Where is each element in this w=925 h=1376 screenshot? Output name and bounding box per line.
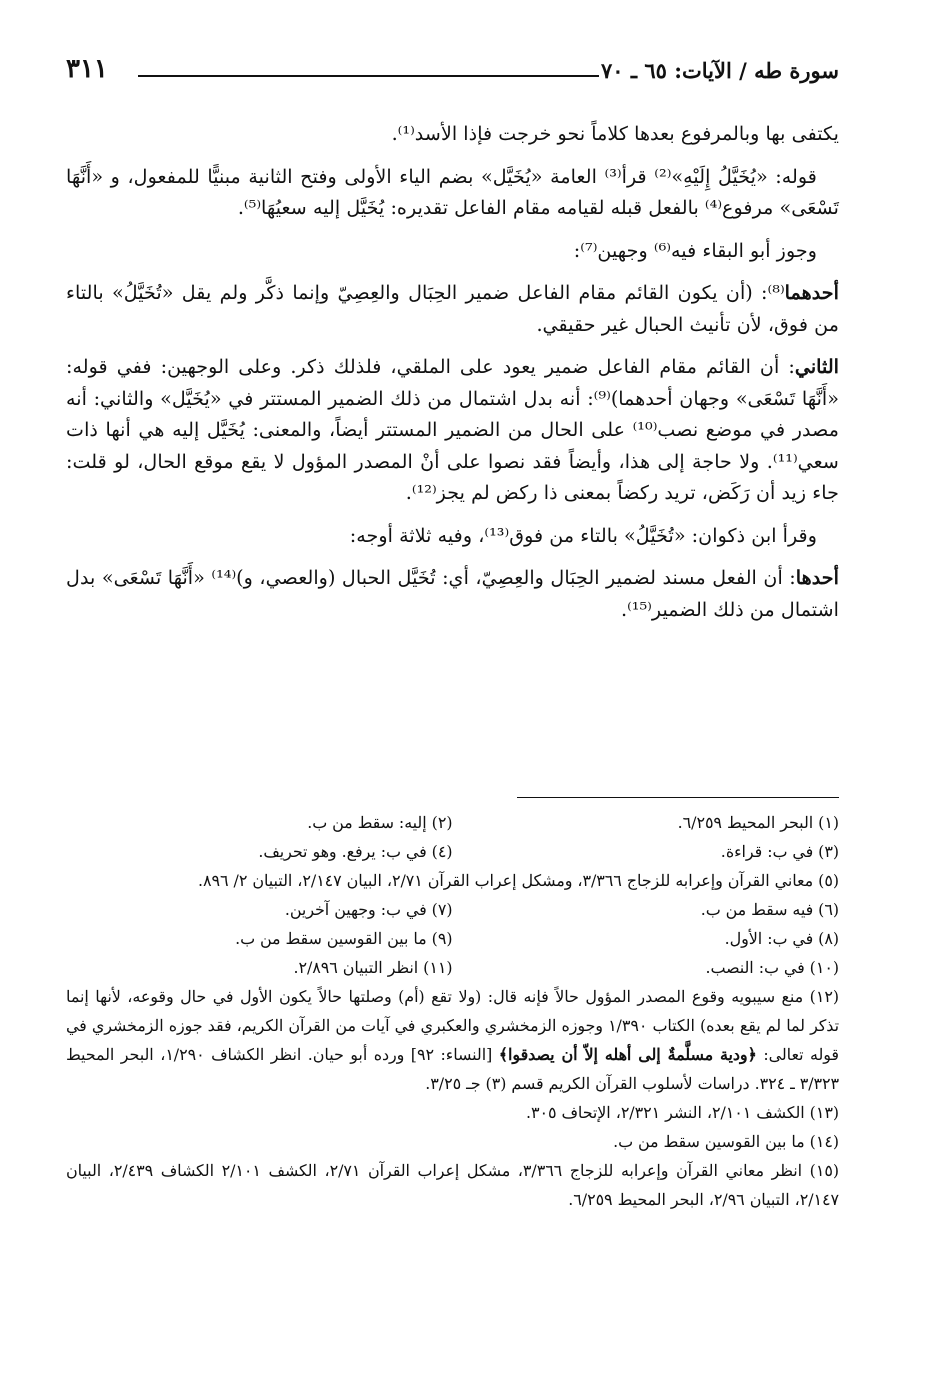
footnote-6: (٦) فيه سقط من ب. (700, 900, 839, 919)
footnote-2: (٢) إليه: سقط من ب. (307, 813, 453, 832)
paragraph-6: وقرأ ابن ذكوان: «تُخَيَّلُ» بالتاء من فوق⁽¹³⁾، وفيه ثلاثة أوجه: (349, 523, 817, 547)
footnote-rule (517, 797, 839, 798)
paragraph-5 (66, 351, 839, 509)
footnote-row (66, 953, 839, 982)
footnote-5: (٥) معاني القرآن وإعرابه للزجاج ٣/٣٦٦، ومشكل إعراب القرآن ٢/٧١، البيان ٢/١٤٧، التبيان ٢/ ٨٩٦. (197, 871, 839, 890)
footnote-row (66, 895, 839, 924)
paragraph-2: قوله: «يُخَيَّلُ إِلَيْهِ»⁽²⁾ قرأ⁽³⁾ العامة «يُخَيَّل» بضم الياء الأولى وفتح الثانية مبنيًّا للمفعول، و «أَنَّهَا تَسْعَى» مرفوع⁽⁴⁾ بالفعل قبله لقيامه مقام الفاعل تقديره: يُخَيَّل إليه سعيُهَا⁽⁵⁾. (66, 164, 839, 219)
paragraph-7-label: أحدها (795, 566, 839, 589)
footnote-8: (٨) في ب: الأول. (724, 929, 839, 948)
page-number: ٣١١ (66, 54, 108, 84)
footnote-12-quote: ﴿ودية مسلَّمةٌ إلى أهله إلاّ أن يصدقوا﴾ (498, 1045, 757, 1064)
footnote-11: (١١) انظر التبيان ٢/٨٩٦. (293, 958, 453, 977)
paragraph-4-label: أحدهما (784, 281, 839, 304)
paragraph-7 (66, 562, 839, 625)
running-header (66, 54, 839, 94)
footnotes (66, 808, 839, 1214)
paragraph-4-text: ⁽⁸⁾: (أن يكون القائم مقام الفاعل ضمير الحِبَال والعِصِيّ وإنما ذكَّر ولم يقل «تُخَيَّلُ» بالتاء من فوق، لأن تأنيث الحبال غير حقيقي. (66, 281, 839, 336)
paragraph-1: يكتفى بها وبالمرفوع بعدها كلاماً نحو خرجت فإذا الأسد⁽¹⁾. (391, 122, 839, 145)
footnote-10: (١٠) في ب: النصب. (705, 958, 839, 977)
footnote-7: (٧) في ب: وجهين آخرين. (284, 900, 453, 919)
paragraph-4 (66, 277, 839, 340)
footnote-14: (١٤) ما بين القوسين سقط من ب. (613, 1132, 839, 1151)
footnote-15: (١٥) انظر معاني القرآن وإعرابه للزجاج ٣/٣٦٦، مشكل إعراب القرآن ٢/٧١، الكشف ٢/١٠١ الكشاف ٢/٤٣٩، البيان ٢/١٤٧، التبيان ٢/٩٦، البحر المحيط ٦/٢٥٩. (66, 1161, 839, 1209)
footnote-row (66, 924, 839, 953)
paragraph-7-text: : أن الفعل مسند لضمير الحِبَال والعِصِيّ، أي: تُخَيَّل الحبال (والعصي، و)⁽¹⁴⁾ «أَنَّهَا تَسْعَى» بدل اشتمال من ذلك الضمير⁽¹⁵⁾. (66, 566, 839, 621)
paragraph-5-text: : أن القائم مقام الفاعل ضمير يعود على الملقي، فلذلك ذكر. وعلى الوجهين: ففي قوله: «أَنَّهَا تَسْعَى» وجهان أحدهما)⁽⁹⁾: أنه بدل اشتمال من ذلك الضمير المستتر في «يُخَيَّل» والثاني: أنه مصدر في موضع نصب⁽¹⁰⁾ على الحال من الضمير المستتر أيضاً، والمعنى: يُخَيَّل إليه هي أنها ذات سعي⁽¹¹⁾. ولا حاجة إلى هذا، وأيضاً فقد نصوا على أنْ المصدر المؤول لا يقع موقع الحال، لو قلت: جاء زيد أن رَكَض، تريد ركضاً بمعنى ذا ركض لم يجز⁽¹²⁾. (66, 355, 840, 504)
footnote-row (66, 808, 839, 837)
footnote-4: (٤) في ب: يرفع. وهو تحريف. (258, 842, 453, 861)
footnote-12-part-a: (١٢) منع سيبويه وقوع المصدر المؤول حالاً فإنه قال: (ولا تقع (أم) وصلتها حالاً يكون الأول في حال وقوعه، لأنها إنما تذكر لما لم يقع بعده) الكتاب ١/٣٩٠ وجوزه الزمخشري والعكبري في آيات من القرآن الكريم، فقد جوزه الزمخشري في قوله تعالى: (66, 987, 839, 1064)
footnote-3: (٣) في ب: قراءة. (720, 842, 839, 861)
footnote-row (66, 837, 839, 866)
footnote-13: (١٣) الكشف ٢/١٠١، النشر ٢/٣٢١، الإتحاف ٣٠٥. (525, 1103, 839, 1122)
main-text (66, 118, 839, 636)
header-rule (138, 75, 599, 77)
paragraph-5-label: الثاني (794, 355, 839, 378)
footnote-12-part-b: [النساء: ٩٢] ورده أبو حيان. انظر الكشاف ١/٢٩٠، البحر المحيط ٣/٣٢٣ ـ ٣٢٤. دراسات لأسلوب القرآن الكريم قسم (٣) جـ ٣/٢٥. (66, 1045, 839, 1093)
footnote-1: (١) البحر المحيط ٦/٢٥٩. (677, 813, 839, 832)
paragraph-3: وجوز أبو البقاء فيه⁽⁶⁾ وجهين⁽⁷⁾: (573, 238, 817, 262)
header-title: سورة طه / الآيات: ٦٥ ـ ٧٠ (601, 58, 839, 83)
book-page (66, 0, 839, 1376)
footnote-9: (٩) ما بين القوسين سقط من ب. (235, 929, 453, 948)
footnote-12 (66, 982, 839, 1098)
